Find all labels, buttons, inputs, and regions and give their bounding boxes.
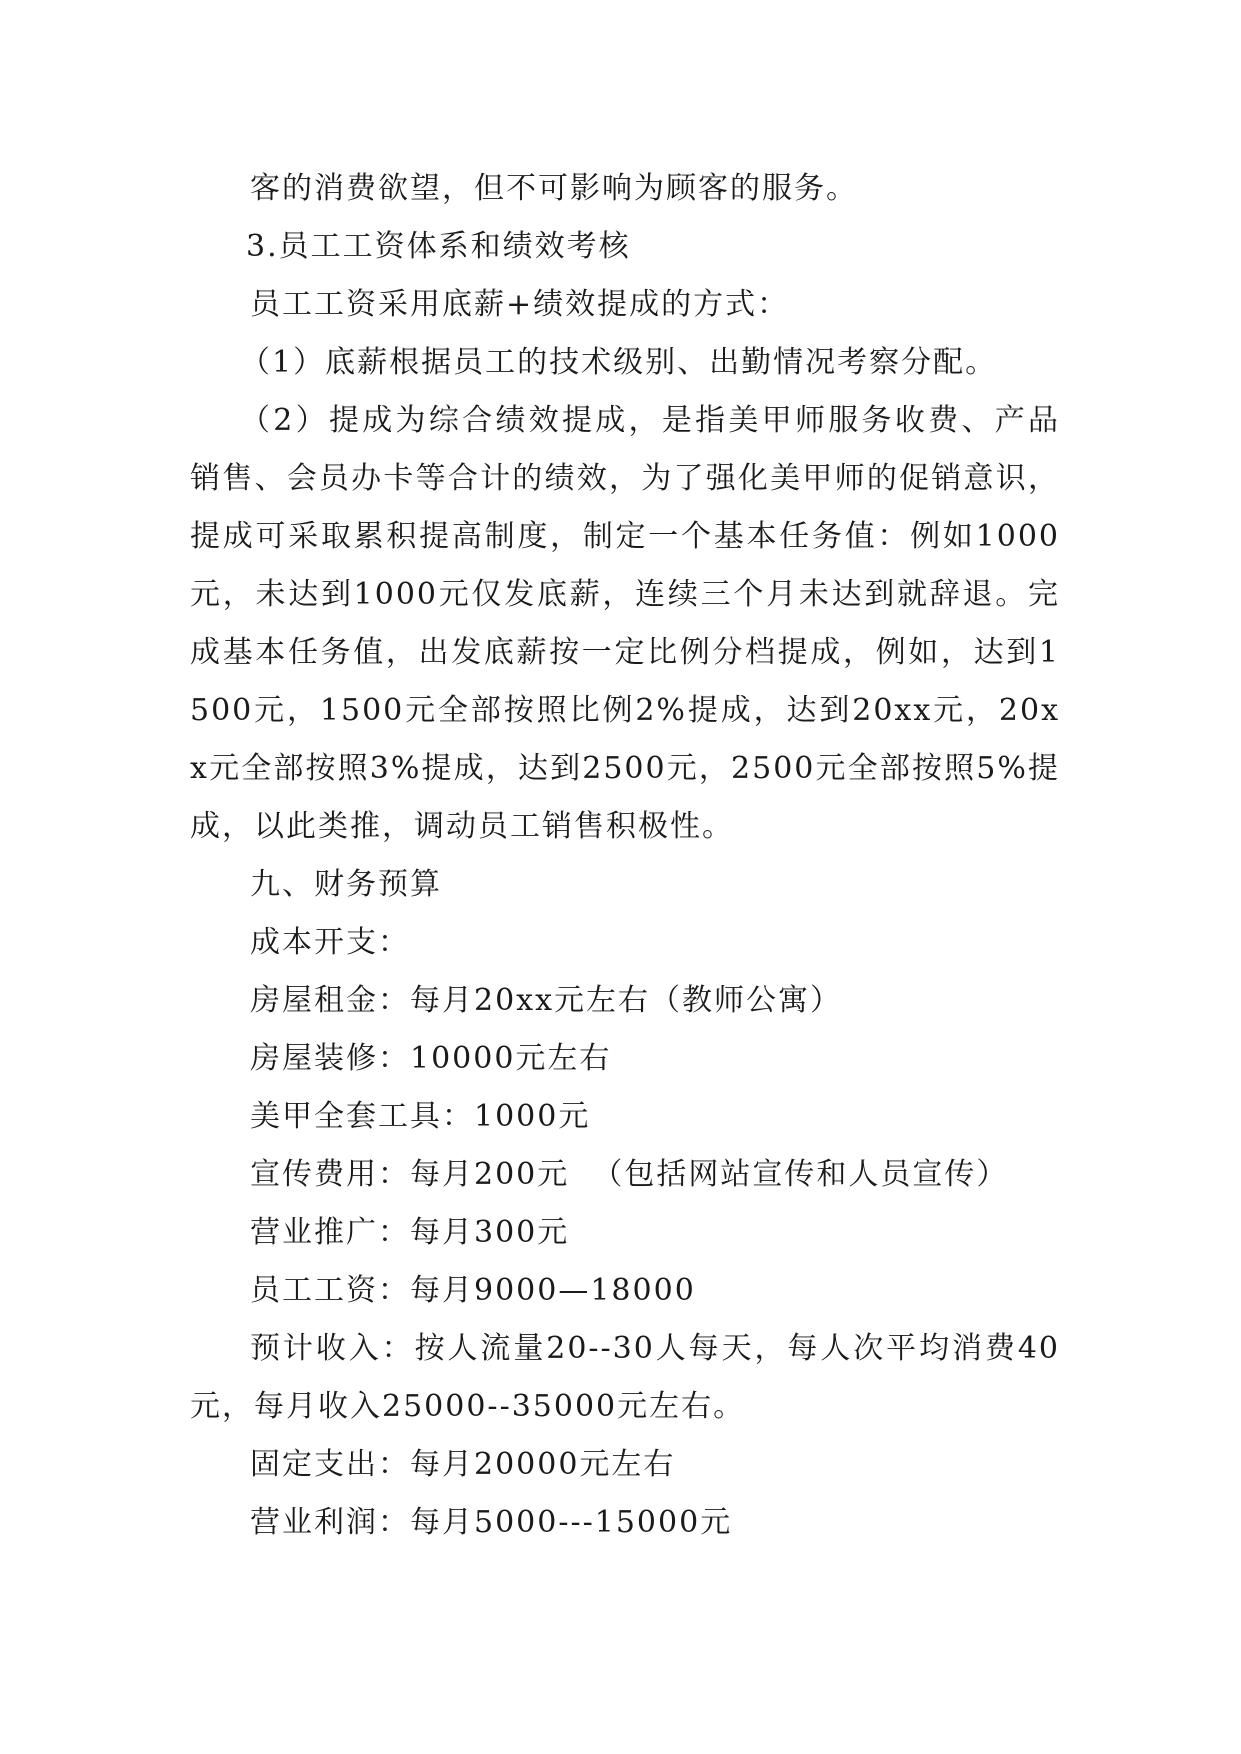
list-item: （1）底薪根据员工的技术级别、出勤情况考察分配。 (240, 345, 998, 380)
budget-item: 宣传费用：每月200元 （包括网站宣传和人员宣传） (250, 1157, 1009, 1192)
budget-item: 营业利润：每月5000---15000元 (250, 1505, 733, 1540)
budget-item: 员工工资：每月9000—18000 (250, 1273, 696, 1308)
budget-item: 营业推广：每月300元 (250, 1215, 570, 1250)
section-heading: 3.员工工资体系和绩效考核 (246, 229, 631, 264)
list-item: （2）提成为综合绩效提成，是指美甲师服务收费、产品销售、会员办卡等合计的绩效，为了强化美甲师的促销意识，提成可采取累积提高制度，制定一个基本任务值：例如1000元，未达到1000元仅发底薪，连续三个月未达到就辞退。完成基本任务值，出发底薪按一定比例分档提成，例如，达到1500元，1500元全部按照比例2%提成，达到20xx元，20xx元全部按照3%提成，达到2500元，2500元全部按照5%提成，以此类推，调动员工销售积极性。 (190, 403, 1060, 844)
section-heading: 九、财务预算 (250, 867, 442, 902)
budget-item: 美甲全套工具：1000元 (250, 1099, 591, 1134)
document-body (190, 160, 1060, 1552)
budget-item: 房屋装修：10000元左右 (250, 1041, 612, 1076)
paragraph: 成本开支： (250, 925, 410, 960)
budget-item: 预计收入：按人流量20--30人每天，每人次平均消费40元，每月收入25000--35000元左右。 (190, 1331, 1060, 1424)
paragraph: 员工工资采用底薪+绩效提成的方式： (250, 287, 790, 322)
budget-item: 固定支出：每月20000元左右 (250, 1447, 676, 1482)
paragraph: 客的消费欲望，但不可影响为顾客的服务。 (250, 171, 858, 206)
budget-item: 房屋租金：每月20xx元左右（教师公寓） (250, 983, 843, 1018)
